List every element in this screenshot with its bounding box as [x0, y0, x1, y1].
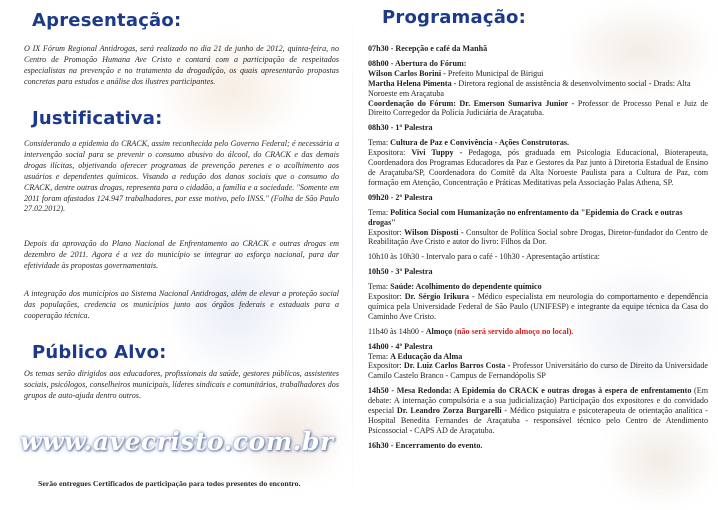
coordinator-role: Professor de Processo Penal e Juiz de Direito Corregedor da Polícia Judiciária de Araçatuba. — [368, 98, 708, 118]
lecture-2-speaker — [368, 228, 708, 248]
round-table-desc-2: - Médico psiquiatra e psicoterapeuta de orientação analítica - Hospital Benedita Fernandes de Araçatuba - responsável técnico pelo Centro de Atendimento Psicossocial - CAPS AD de Araçatuba. — [368, 406, 708, 435]
schedule-opening: 08h00 - Abertura do Fórum: — [368, 58, 467, 68]
schedule-opening-speaker-2 — [368, 79, 708, 99]
lecture-3-heading: 10h50 - 3º Palestra — [368, 267, 433, 277]
round-table-guest: Dr. Leandro Zorza Burgarelli — [396, 406, 502, 416]
theme-text: Política Social com Humanização no enfrentamento da "Epidemia do Crack e outras drogas" — [368, 207, 683, 227]
lecture-4-theme — [368, 352, 708, 362]
speaker-bio: Médico especialista em neurologia do comportamento e dependência química pela Universidade Federal de São Paulo (UNIFESP) e integrante da equipe técnica da Casa do Caminho Ave Cristo. — [368, 292, 708, 321]
lecture-2-heading: 09h20 - 2º Palestra — [368, 192, 433, 202]
justificativa-paragraph-1: Considerando a epidemia do CRACK, assim reconhecida pelo Governo Federal; é necessária a intervenção social para se prevenir o consumo abusivo do álcool, do CRACK e das demais drogas ilícitas, objetivando oferecer programas de prevenção perenes e o acolhimento aos usuários e dependentes químicos. Visando a redução dos danos sociais que o consumo do CRACK, dentre outras drogas, representa para o cidadão, a família e a sociedade. "Somente em 2011 foram afastados 124.947 trabalhadores, por esse motivo, pelo INSS." (Folha de São Paulo 27.02.2012). — [24, 139, 339, 214]
theme-label: Tema: — [368, 282, 391, 292]
lecture-4-speaker — [368, 361, 708, 381]
speaker-bio: Pedagoga, pós graduada em Psicologia Educacional, Bioterapeuta, Coordenadora dos Programas Educadores da Paz e Gestores da Paz junto à Diretoria Estadual de Ensino de Araçatuba/SP, Coordenadora do Comitê da Alta Noroeste Paulista para a Cultura de Paz, com formação em Atenção, Concentração e Práticas Meditativas pela Associação Palas Athena, SP. — [368, 148, 708, 187]
certificates-note: Serão entregues Certificados de participação para todos presentes do encontro. — [38, 479, 301, 488]
justificativa-heading: Justificativa: — [32, 108, 163, 129]
lecture-4-heading: 14h00 - 4º Palestra — [368, 341, 433, 351]
programacao-heading: Programação: — [382, 7, 527, 28]
theme-label: Tema: — [368, 207, 391, 217]
lecture-1-speaker — [368, 148, 708, 188]
round-table — [368, 386, 708, 436]
fold-divider — [352, 0, 353, 510]
theme-label: Tema: — [368, 351, 391, 361]
justificativa-paragraph-2: Depois da aprovação do Plano Nacional de Enfrentamento ao CRACK e outras drogas em dezembro de 2011. Agora é a vez do município se integrar ao esforço nacional, para dar efetividade às propostas governamentais. — [24, 239, 339, 270]
theme-text: Cultura de Paz e Convivência - Ações Construtoras. — [390, 138, 570, 148]
schedule-opening-speaker-1 — [368, 69, 708, 79]
apresentacao-heading: Apresentação: — [32, 10, 182, 31]
round-table-title: 14h50 - Mesa Redonda: A Epidemia do CRACK e outras drogas à espera de enfrentamento — [368, 386, 692, 396]
speaker-label: Expositor: — [368, 227, 405, 237]
schedule-lunch — [368, 327, 708, 337]
speaker-label: Expositor: — [368, 292, 405, 302]
speaker-name: Dr. Luiz Carlos Barros Costa - — [403, 361, 511, 371]
speaker-name: Wilson Carlos Borini - — [368, 68, 446, 78]
schedule — [368, 44, 708, 451]
speaker-name: Martha Helena Pimenta - — [368, 78, 457, 88]
website-url[interactable]: www.avecristo.com.br — [20, 427, 334, 456]
speaker-name: Vivi Tuppy - — [411, 148, 463, 158]
theme-label: Tema: — [368, 138, 391, 148]
schedule-reception: 07h30 - Recepção e café da Manhã — [368, 44, 488, 53]
schedule-interval: 10h10 às 10h30 - Intervalo para o café - 10h30 - Apresentação artística: — [368, 252, 600, 262]
justificativa-paragraph-3: A integração dos municípios ao Sistema Nacional Antidrogas, além de elevar a proteção social das populações, credencia os municípios junto aos órgãos federais e estaduais para a cooperação técnica. — [24, 289, 339, 320]
lunch-time: 11h40 às 14h00 - — [368, 326, 426, 336]
schedule-closing: 16h30 - Encerramento do evento. — [368, 440, 483, 450]
coordinator-name: Coordenação do Fórum: Dr. Emerson Sumariva Junior - — [368, 98, 575, 108]
speaker-label: Expositora: — [368, 148, 412, 158]
speaker-name: Wilson Disposti - — [404, 227, 464, 237]
schedule-coordination — [368, 99, 708, 119]
lunch-warning: (não será servido almoço no local). — [454, 326, 574, 336]
speaker-bio: Consultor de Política Social sobre Drogas, Diretor-fundador do Centro de Reabilitação Ave Cristo e autor do livro: Filhos da Dor. — [368, 227, 708, 247]
lecture-2-theme — [368, 208, 708, 228]
publico-alvo-text: Os temas serão dirigidos aos educadores, profissionais da saúde, gestores públicos, assistentes sociais, psicólogos, conselheiros municipais, líderes sindicais e comunitários, trabalhadores dos grupos de auto-ajuda dentro outros. — [24, 369, 339, 400]
lunch-label: Almoço — [425, 326, 453, 336]
speaker-role: Prefeito Municipal de Birigui — [445, 68, 544, 78]
lecture-1-theme — [368, 138, 708, 148]
round-table-desc-1: (Em debate: A internação compulsória e a sua judicialização) Participação dos expositores e do convidado especial — [368, 386, 708, 416]
speaker-bio: Professor Universitário do curso de Direito da Universidade Camilo Castelo Branco - Campus de Fernandópolis SP — [368, 361, 709, 381]
speaker-role: Diretora regional de assistência & desenvolvimento social - Drads: Alta Noroeste em Araçatuba — [368, 78, 691, 98]
lecture-3-speaker — [368, 292, 708, 322]
speaker-label: Expositor: — [368, 361, 404, 371]
theme-text: Saúde: Acolhimento do dependente químico — [390, 282, 542, 292]
speaker-name: Dr. Sérgio Irikura - — [404, 292, 475, 302]
lecture-1-heading: 08h30 - 1º Palestra — [368, 123, 433, 133]
lecture-3-theme — [368, 282, 708, 292]
theme-text: A Educação da Alma — [390, 351, 463, 361]
apresentacao-text: O IX Fórum Regional Antidrogas, será realizado no dia 21 de junho de 2012, quinta-feira, no Centro de Promoção Humana Ave Cristo e contará com a participação de respeitados especialistas na prevenção e no tratamento da drogadição, os quais apresentarão propostas concretas para estudos e análise dos ilustres participantes. — [24, 44, 339, 86]
publico-alvo-heading: Público Alvo: — [32, 342, 167, 363]
